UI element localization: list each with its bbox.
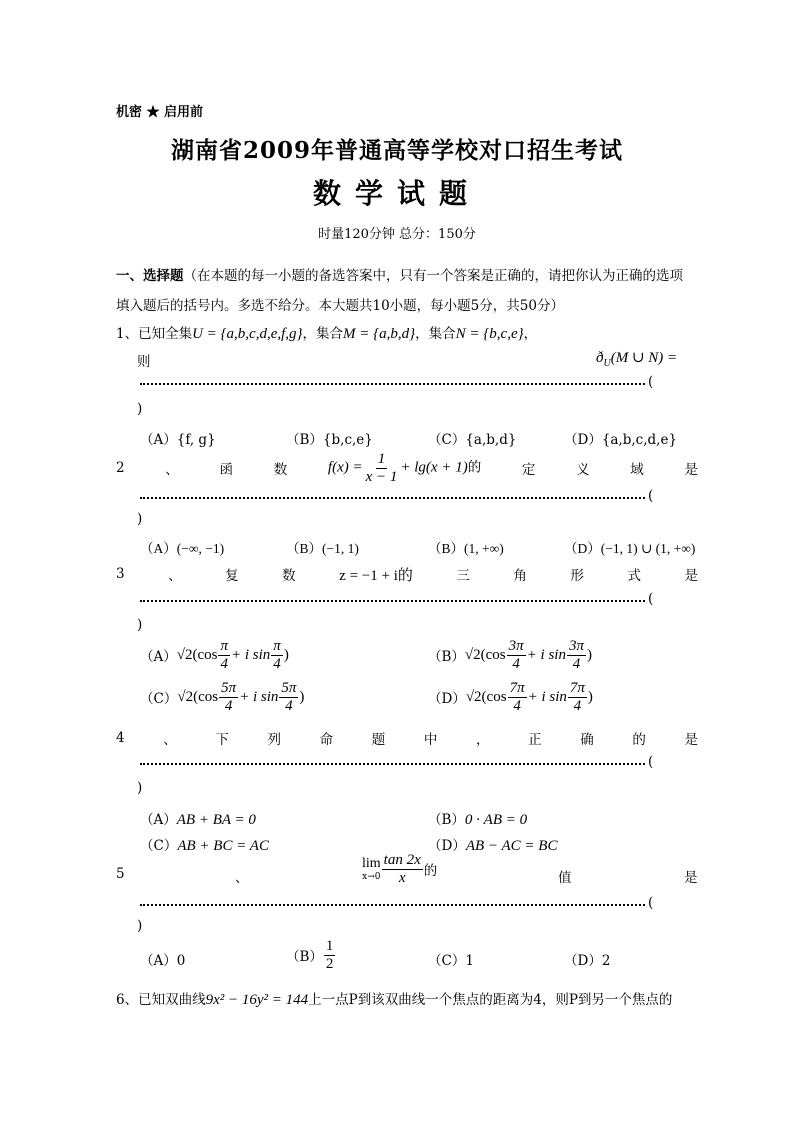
q4-option-b-expr: 0 · AB = 0 <box>464 812 528 828</box>
q3-word-0: 3 <box>116 566 125 582</box>
q2-paren-open: ( <box>648 488 654 504</box>
q5-option-b <box>286 938 336 972</box>
q3-d-frac1-den: 4 <box>513 697 521 714</box>
q3-d-isin: + i sin <box>527 688 567 705</box>
q3-c-frac1 <box>219 680 238 714</box>
q2-option-a: （A）(−∞, −1) <box>140 541 225 556</box>
q4-option-d <box>428 834 557 855</box>
q3-a-frac2-num: π <box>273 638 281 654</box>
q3-d-sqrt: √2(cos <box>465 688 507 705</box>
q1-then: 则 <box>137 354 151 370</box>
q2-dotted-line <box>140 497 645 499</box>
q4-stem <box>116 728 698 748</box>
q3-d-frac1 <box>508 680 527 714</box>
q3-word-7: 形 <box>570 568 584 584</box>
q5-frac-num: tan 2x <box>383 852 421 868</box>
q2-option-b: （B）(−1, 1) <box>286 541 359 556</box>
q2-word-2: 函 <box>219 462 233 478</box>
q4-word-3: 列 <box>267 732 281 748</box>
q5-paren-open: ( <box>648 895 654 911</box>
q2-paren-close: ) <box>137 511 143 527</box>
q3-b-frac1-den: 4 <box>512 655 520 672</box>
q3-paren-close: ) <box>137 617 143 633</box>
q4-option-b-label: （B） <box>428 812 465 828</box>
q6-rest: 上一点P到该双曲线一个焦点的距离为4，则P到另一个焦点的 <box>308 992 673 1008</box>
q5-word-4: 是 <box>684 870 698 886</box>
q4-option-d-expr: AB − AC = BC <box>465 838 558 854</box>
q5-word-3: 值 <box>558 870 572 886</box>
q1-set-u: U = {a,b,c,d,e,f,g} <box>192 326 303 342</box>
q1-paren-close: ) <box>137 401 143 417</box>
q3-option-d <box>428 680 593 714</box>
q4-word-4: 命 <box>319 732 334 748</box>
q5-word-0: 5 <box>116 866 125 882</box>
q5-half-den: 2 <box>325 955 334 972</box>
q2-word-4: 的 <box>467 459 482 476</box>
q3-dotted-line <box>140 600 645 602</box>
q4-option-c-expr: AB + BC = AC <box>177 838 269 854</box>
q4-paren-close: ) <box>137 780 143 796</box>
q5-paren-close: ) <box>137 918 143 934</box>
q1-set-n: N = {b,c,e} <box>455 326 524 342</box>
q2-function <box>328 451 481 485</box>
q4-word-7: ， <box>475 732 490 748</box>
q1-expr-sub: U <box>603 358 611 369</box>
q1-stem-a: 1、已知全集 <box>116 326 193 342</box>
q3-c-sqrt: √2(cos <box>177 688 219 705</box>
q3-word-1: 、 <box>168 568 182 584</box>
q2-word-5: 定 <box>521 462 536 478</box>
q2-func-lhs: f(x) = <box>327 459 363 476</box>
q1-expression <box>596 348 677 369</box>
q3-word-2: 复 <box>225 568 239 584</box>
q4-word-2: 下 <box>215 732 229 748</box>
q3-c-isin: + i sin <box>239 688 279 705</box>
q5-lim <box>362 856 381 882</box>
q1-option-d: （D）{a,b,c,d,e} <box>564 432 678 448</box>
q1-option-b: （B）{b,c,e} <box>286 432 373 448</box>
q3-b-frac2 <box>567 638 586 672</box>
section1-line1 <box>116 264 683 284</box>
section1-instructions-2: 填入题后的括号内。多选不给分。本大题共10小题，每小题5分，共50分） <box>116 298 564 314</box>
q4-option-a <box>140 808 256 829</box>
q3-b-sqrt: √2(cos <box>464 646 506 663</box>
q3-b-close: ) <box>586 646 592 663</box>
q2-word-1: 、 <box>165 462 179 478</box>
q1-option-a: （A）{f, g} <box>140 432 216 448</box>
q4-option-a-label: （A） <box>140 812 177 828</box>
q5-lim-sub: x→0 <box>362 872 381 882</box>
exam-subtitle: 数学试题 <box>312 177 481 210</box>
q3-c-frac2-num: 5π <box>281 680 297 696</box>
q3-c-close: ) <box>299 688 305 705</box>
q3-option-b-label: （B） <box>428 649 465 665</box>
q3-word-5: 三 <box>456 568 470 584</box>
q3-stem <box>116 564 698 584</box>
q4-paren-open: ( <box>648 754 654 770</box>
q5-half-num: 1 <box>325 938 334 954</box>
time-info: 时量120分钟 总分：150分 <box>318 227 476 242</box>
q1-set-m: M = {a,b,d} <box>343 326 416 342</box>
q5-half <box>324 938 336 972</box>
q3-d-frac2 <box>568 680 587 714</box>
q3-option-a <box>140 638 289 672</box>
q3-b-frac1 <box>507 638 526 672</box>
q4-word-0: 4 <box>116 730 125 746</box>
q2-option-d: （D）(−1, 1) ∪ (1, +∞) <box>564 541 696 556</box>
q5-option-a: （A）0 <box>140 953 186 969</box>
q4-word-10: 的 <box>632 732 646 748</box>
q3-a-frac2 <box>271 638 283 672</box>
q2-word-7: 域 <box>630 462 644 478</box>
q3-word-9: 是 <box>684 568 698 584</box>
q6-stem <box>116 988 672 1009</box>
q3-word-6: 角 <box>513 568 527 584</box>
q3-option-c-label: （C） <box>140 691 178 707</box>
section1-heading: 一、选择题 <box>116 268 184 284</box>
q4-word-6: 中 <box>423 732 438 748</box>
q4-option-a-expr: AB + BA = 0 <box>176 812 256 828</box>
q3-a-isin: + i sin <box>231 646 271 663</box>
q5-option-d: （D）2 <box>564 953 611 969</box>
q2-word-0: 2 <box>116 460 125 476</box>
q3-a-frac2-den: 4 <box>273 655 281 672</box>
q4-word-5: 题 <box>371 732 386 748</box>
q1-expr-rest: (M ∪ N) = <box>610 350 678 366</box>
q3-c-frac2 <box>279 680 298 714</box>
section1-instructions-1: （在本题的每一小题的备选答案中，只有一个答案是正确的，请把你认为正确的选项 <box>183 268 683 284</box>
q2-frac-den: x − 1 <box>365 468 398 485</box>
q3-d-frac2-den: 4 <box>573 697 582 714</box>
q3-option-b <box>428 638 592 672</box>
q1-stem <box>116 322 537 343</box>
q3-option-d-label: （D） <box>428 691 466 707</box>
q3-b-frac1-num: 3π <box>508 638 524 654</box>
q6-stem-a: 6、已知双曲线 <box>116 992 206 1008</box>
q6-equation: 9x² − 16y² = 144 <box>205 992 309 1008</box>
q5-dotted-line <box>140 904 645 906</box>
q4-word-1: 、 <box>163 732 177 748</box>
q3-option-a-label: （A） <box>140 649 177 665</box>
q3-a-frac1-num: π <box>220 638 228 654</box>
q4-word-9: 确 <box>580 732 594 748</box>
q3-c-frac1-den: 4 <box>224 697 233 714</box>
q3-b-isin: + i sin <box>526 646 566 663</box>
q3-word-3: 数 <box>282 568 296 584</box>
q5-word-2: 的 <box>423 863 438 879</box>
q3-b-frac2-den: 4 <box>572 655 581 672</box>
q4-word-11: 是 <box>684 732 698 748</box>
q1-end: ， <box>523 326 538 342</box>
q2-word-3: 数 <box>273 462 288 478</box>
q3-a-frac1 <box>218 638 230 672</box>
q5-option-c: （C）1 <box>428 953 474 969</box>
q3-a-close: ) <box>283 646 289 663</box>
q1-dotted-line <box>140 383 645 385</box>
exam-title: 湖南省2009年普通高等学校对口招生考试 <box>170 137 623 164</box>
q3-paren-open: ( <box>648 591 654 607</box>
q2-func-rhs: + lg(x + 1) <box>400 459 468 476</box>
q5-frac-den: x <box>398 869 406 886</box>
q2-option-c: （B）(1, +∞) <box>428 541 504 556</box>
q2-stem <box>116 448 698 488</box>
q3-d-close: ) <box>587 688 593 705</box>
q3-word-4: z = −1 + i的 <box>339 567 413 584</box>
q2-frac-num: 1 <box>377 451 386 467</box>
q3-c-frac2-den: 4 <box>285 697 293 714</box>
q3-word-8: 式 <box>627 568 641 584</box>
q3-a-frac1-den: 4 <box>220 655 228 672</box>
q1-expr: ð <box>596 350 604 366</box>
q1-paren-open: ( <box>648 374 654 390</box>
q3-option-c <box>140 680 304 714</box>
q3-d-frac1-num: 7π <box>509 680 525 696</box>
q3-b-frac2-num: 3π <box>568 638 584 654</box>
q5-word-1: 、 <box>235 870 249 886</box>
q4-option-d-label: （D） <box>428 838 466 854</box>
q2-word-8: 是 <box>684 462 698 478</box>
q1-mid1: ，集合 <box>302 326 344 342</box>
q2-fraction <box>364 451 400 485</box>
q5-option-b-label: （B） <box>286 949 323 965</box>
q5-limit-expression <box>362 852 437 886</box>
q5-lim-text: lim <box>362 856 381 871</box>
q4-option-c <box>140 834 269 855</box>
q1-mid2: ，集合 <box>415 326 456 342</box>
q5-fraction <box>382 852 423 886</box>
q2-word-6: 义 <box>576 462 590 478</box>
q1-option-c: （C）{a,b,d} <box>428 432 517 448</box>
q3-c-frac1-num: 5π <box>221 680 237 696</box>
q4-option-c-label: （C） <box>140 838 178 854</box>
confidential-label: 机密 ★ 启用前 <box>116 105 204 120</box>
q3-a-sqrt: √2(cos <box>176 646 218 663</box>
q4-word-8: 正 <box>528 732 542 748</box>
q3-d-frac2-num: 7π <box>569 680 585 696</box>
q4-option-b <box>428 808 527 829</box>
q4-dotted-line <box>140 763 645 765</box>
